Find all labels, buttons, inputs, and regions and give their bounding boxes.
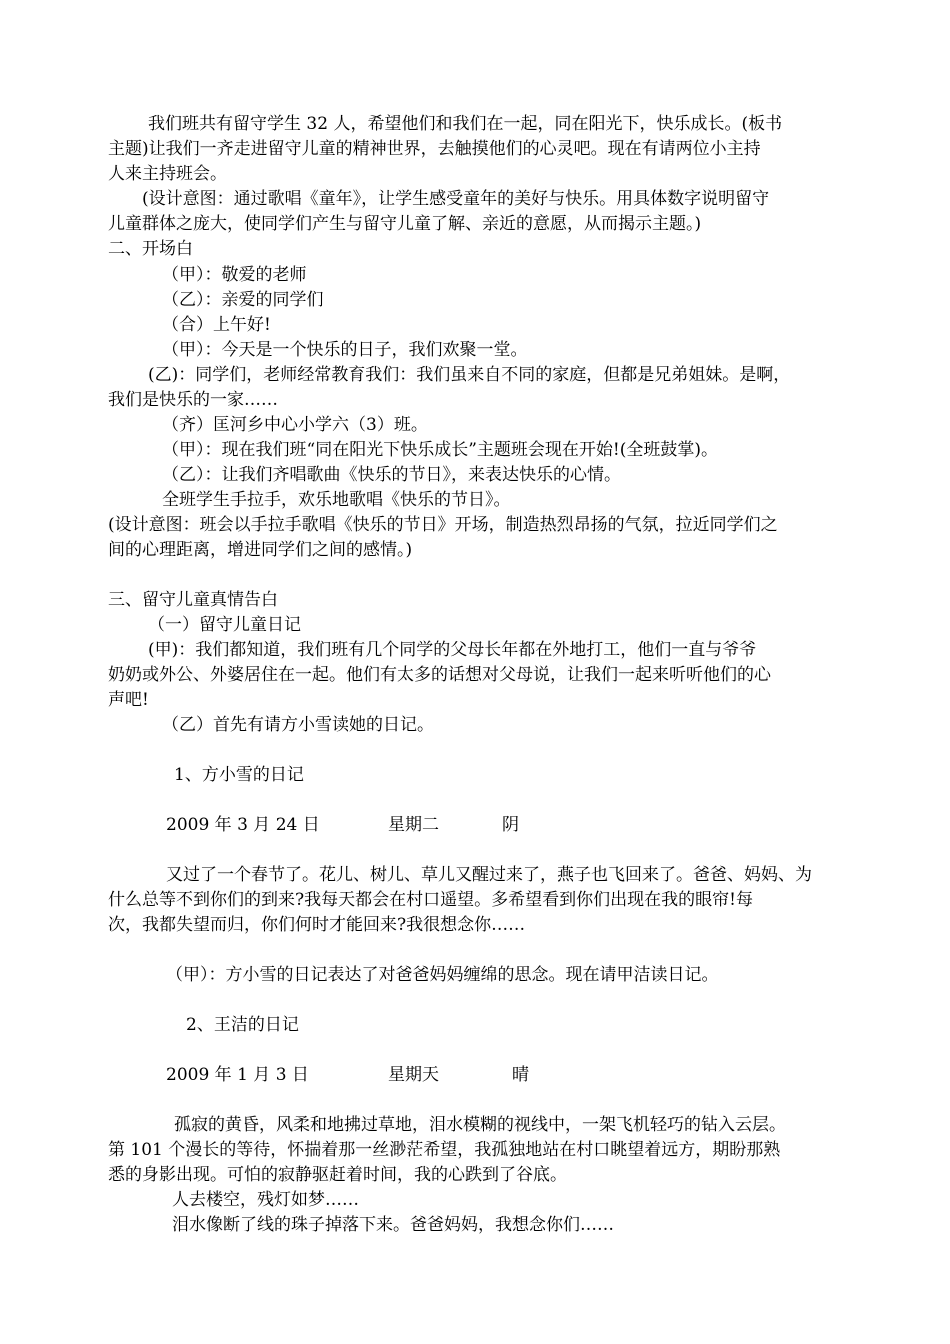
diary-2-weather: 晴: [512, 1065, 529, 1085]
intro-line-3: 人来主持班会。: [108, 164, 227, 184]
diary-2-date: 2009 年 1 月 3 日: [166, 1065, 309, 1085]
opening-line: （乙）：亲爱的同学们: [162, 290, 324, 310]
opening-line: （齐）匡河乡中心小学六（3）班。: [162, 415, 428, 435]
confession-jia-line-1: (甲)：我们都知道，我们班有几个同学的父母长年都在外地打工，他们一直与爷爷: [148, 640, 757, 660]
confession-yi-invite: （乙）首先有请方小雪读她的日记。: [162, 715, 434, 735]
diary-1-comment: （甲）：方小雪的日记表达了对爸爸妈妈缠绵的思念。现在请甲洁读日记。: [166, 965, 719, 985]
diary-1-weekday: 星期二: [388, 815, 439, 835]
opening-yi-line-2: 我们是快乐的一家……: [108, 390, 278, 410]
opening-line: （甲）：敬爱的老师: [162, 265, 307, 285]
design-note-2-line-2: 间的心理距离，增进同学们之间的感情。): [108, 540, 413, 560]
diary-2-title: 2、王洁的日记: [186, 1015, 299, 1035]
diary-2-text-line-4: 人去楼空，残灯如梦……: [172, 1190, 359, 1210]
opening-line: （乙）：让我们齐唱歌曲《快乐的节日》，来表达快乐的心情。: [162, 465, 621, 485]
opening-line: （合）上午好!: [162, 315, 271, 335]
intro-line-2: 主题)让我们一齐走进留守儿童的精神世界，去触摸他们的心灵吧。现在有请两位小主持: [108, 139, 761, 159]
diary-2-weekday: 星期天: [388, 1065, 439, 1085]
diary-2-text-line-2: 第 101 个漫长的等待，怀揣着那一丝渺茫希望，我孤独地站在村口眺望着远方，期盼那熟: [108, 1140, 781, 1160]
opening-yi-line-1: (乙)：同学们，老师经常教育我们：我们虽来自不同的家庭，但都是兄弟姐妹。是啊，: [148, 365, 791, 385]
diary-1-date: 2009 年 3 月 24 日: [166, 815, 320, 835]
intro-line-1: 我们班共有留守学生 32 人，希望他们和我们在一起，同在阳光下，快乐成长。(板书: [148, 114, 783, 134]
diary-1-weather: 阴: [502, 815, 519, 835]
diary-1-text-line-1: 又过了一个春节了。花儿、树儿、草儿又醒过来了，燕子也飞回来了。爸爸、妈妈、为: [166, 865, 812, 885]
opening-line: （甲）：今天是一个快乐的日子，我们欢聚一堂。: [162, 340, 528, 360]
diary-2-text-line-3: 悉的身影出现。可怕的寂静驱赶着时间，我的心跌到了谷底。: [108, 1165, 567, 1185]
diary-2-text-line-5: 泪水像断了线的珠子掉落下来。爸爸妈妈，我想念你们……: [172, 1215, 614, 1235]
confession-jia-line-2: 奶奶或外公、外婆居住在一起。他们有太多的话想对父母说，让我们一起来听听他们的心: [108, 665, 771, 685]
design-note-2-line-1: (设计意图：班会以手拉手歌唱《快乐的节日》开场，制造热烈昂扬的气氛，拉近同学们之: [108, 515, 778, 535]
diary-1-text-line-3: 次，我都失望而归，你们何时才能回来?我很想念你……: [108, 915, 526, 935]
section-heading-opening: 二、开场白: [108, 239, 193, 259]
diary-1-title: 1、方小雪的日记: [174, 765, 304, 785]
diary-2-text-line-1: 孤寂的黄昏，风柔和地拂过草地，泪水模糊的视线中，一架飞机轻巧的钻入云层。: [174, 1115, 786, 1135]
section-heading-confession: 三、留守儿童真情告白: [108, 590, 278, 610]
opening-line: 全班学生手拉手，欢乐地歌唱《快乐的节日》。: [162, 490, 511, 510]
design-note-1-line-1: (设计意图：通过歌唱《童年》，让学生感受童年的美好与快乐。用具体数字说明留守: [142, 189, 770, 209]
design-note-1-line-2: 儿童群体之庞大，使同学们产生与留守儿童了解、亲近的意愿，从而揭示主题。): [108, 214, 702, 234]
opening-line: （甲）：现在我们班“同在阳光下快乐成长”主题班会现在开始!(全班鼓掌)。: [162, 440, 718, 460]
subsection-heading-diary: （一）留守儿童日记: [148, 615, 301, 635]
confession-jia-line-3: 声吧!: [108, 690, 149, 710]
diary-1-text-line-2: 什么总等不到你们的到来?我每天都会在村口遥望。多希望看到你们出现在我的眼帘!每: [108, 890, 753, 910]
